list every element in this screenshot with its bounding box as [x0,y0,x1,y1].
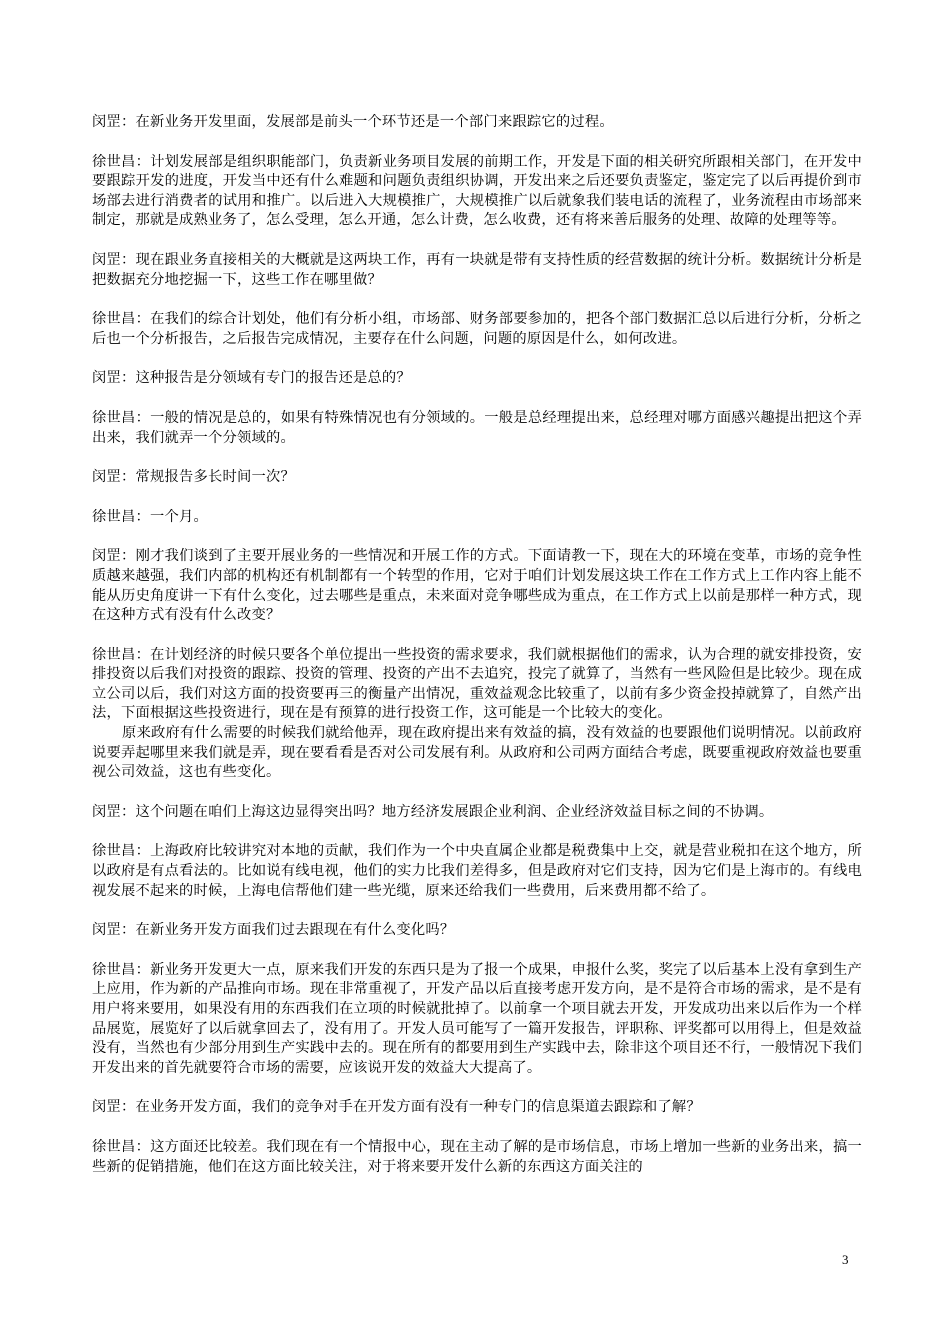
document-body [92,113,862,1177]
paragraph-answer: 徐世昌：这方面还比较差。我们现在有一个情报中心，现在主动了解的是市场信息，市场上增加一些新的业务出来，搞一些新的促销措施，他们在这方面比较关注，对于将来要开发什么新的东西这方面关注的 [92,1138,862,1175]
paragraph-answer: 徐世昌：在计划经济的时候只要各个单位提出一些投资的需求要求，我们就根据他们的需求，认为合理的就安排投资，安排投资以后我们对投资的跟踪、投资的管理、投资的产出不去追究，投完了就算了，当然有一些风险但是比较少。现在成立公司以后，我们对这方面的投资要再三的衡量产出情况，重效益观念比较重了，以前有多少资金投掉就算了，自然产出法，下面根据这些投资进行，现在是有预算的进行投资工作，这可能是一个比较大的变化。 [92,646,862,722]
paragraph-answer: 徐世昌：计划发展部是组织职能部门，负责新业务项目发展的前期工作，开发是下面的相关研究所跟相关部门，在开发中要跟踪开发的进度，开发当中还有什么难题和问题负责组织协调，开发出来之后还要负责鉴定，鉴定完了以后再提价到市场部去进行消费者的试用和推广。以后进入大规模推广，大规模推广以后就象我们装电话的流程了，业务流程由市场部来制定，那就是成熟业务了，怎么受理，怎么开通，怎么计费，怎么收费，还有将来善后服务的处理、故障的处理等等。 [92,153,862,229]
paragraph-answer: 徐世昌：上海政府比较讲究对本地的贡献，我们作为一个中央直属企业都是税费集中上交，就是营业税扣在这个地方，所以政府是有点看法的。比如说有线电视，他们的实力比我们差得多，但是政府对它们支持，因为它们是上海市的。有线电视发展不起来的时候，上海电信帮他们建一些光缆，原来还给我们一些费用，后来费用都不给了。 [92,843,862,899]
page-number: 3 [842,1252,849,1267]
paragraph-answer: 徐世昌：在我们的综合计划处，他们有分析小组，市场部、财务部要参加的，把各个部门数据汇总以后进行分析，分析之后也一个分析报告，之后报告完成情况，主要存在什么问题，问题的原因是什么，如何改进。 [92,311,862,347]
paragraph-answer: 徐世昌：一个月。 [92,508,208,525]
paragraph-answer: 徐世昌：新业务开发更大一点，原来我们开发的东西只是为了报一个成果，申报什么奖，奖完了以后基本上没有拿到生产上应用，作为新的产品推向市场。现在非常重视了，开发产品以后直接考虑开发方向，是不是符合市场的需求，是不是有用户将来要用，如果没有用的东西我们在立项的时候就批掉了。以前拿一个项目就去开发，开发成功出来以后作为一个样品展览，展览好了以后就拿回去了，没有用了。开发人员可能写了一篇开发报告，评职称、评奖都可以用得上，但是效益没有，当然也有少部分用到生产实践中去的。现在所有的都要用到生产实践中去，除非这个项目还不行，一般情况下我们开发出来的首先就要符合市场的需要，应该说开发的效益大大提高了。 [92,961,862,1076]
paragraph-question: 闵罡：常规报告多长时间一次？ [92,469,295,486]
paragraph-question: 闵罡：在新业务开发方面我们过去跟现在有什么变化吗？ [92,922,455,939]
paragraph-question: 闵罡：现在跟业务直接相关的大概就是这两块工作，再有一块就是带有支持性质的经营数据的统计分析。数据统计分析是把数据充分地挖掘一下，这些工作在哪里做？ [92,251,862,288]
paragraph-answer-continued: 原来政府有什么需要的时候我们就给他弄，现在政府提出来有效益的搞，没有效益的也要跟他们说明情况。以前政府说要弄起哪里来我们就是弄，现在要看看是否对公司发展有利。从政府和公司两方面结合考虑，既要重视政府效益也要重视公司效益，这也有些变化。 [92,725,862,781]
paragraph-question: 闵罡：刚才我们谈到了主要开展业务的一些情况和开展工作的方式。下面请教一下，现在大的环境在变革，市场的竞争性质越来越强，我们内部的机构还有机制都有一个转型的作用，它对于咱们计划发展这块工作在工作方式上工作内容上能不能从历史角度讲一下有什么变化，过去哪些是重点，未来面对竞争哪些成为重点，在工作方式上以前是那样一种方式，现在这种方式有没有什么改变？ [92,548,862,624]
paragraph-answer: 徐世昌：一般的情况是总的，如果有特殊情况也有分领域的。一般是总经理提出来，总经理对哪方面感兴趣提出把这个弄出来，我们就弄一个分领域的。 [92,409,862,446]
paragraph-question: 闵罡：这个问题在咱们上海这边显得突出吗？地方经济发展跟企业利润、企业经济效益目标之间的不协调。 [92,803,774,820]
paragraph-question: 闵罡：在新业务开发里面，发展部是前头一个环节还是一个部门来跟踪它的过程。 [92,114,614,130]
paragraph-question: 闵罡：在业务开发方面，我们的竞争对手在开发方面有没有一种专门的信息渠道去跟踪和了解？ [92,1099,701,1116]
paragraph-question: 闵罡：这种报告是分领域有专门的报告还是总的？ [92,370,411,387]
